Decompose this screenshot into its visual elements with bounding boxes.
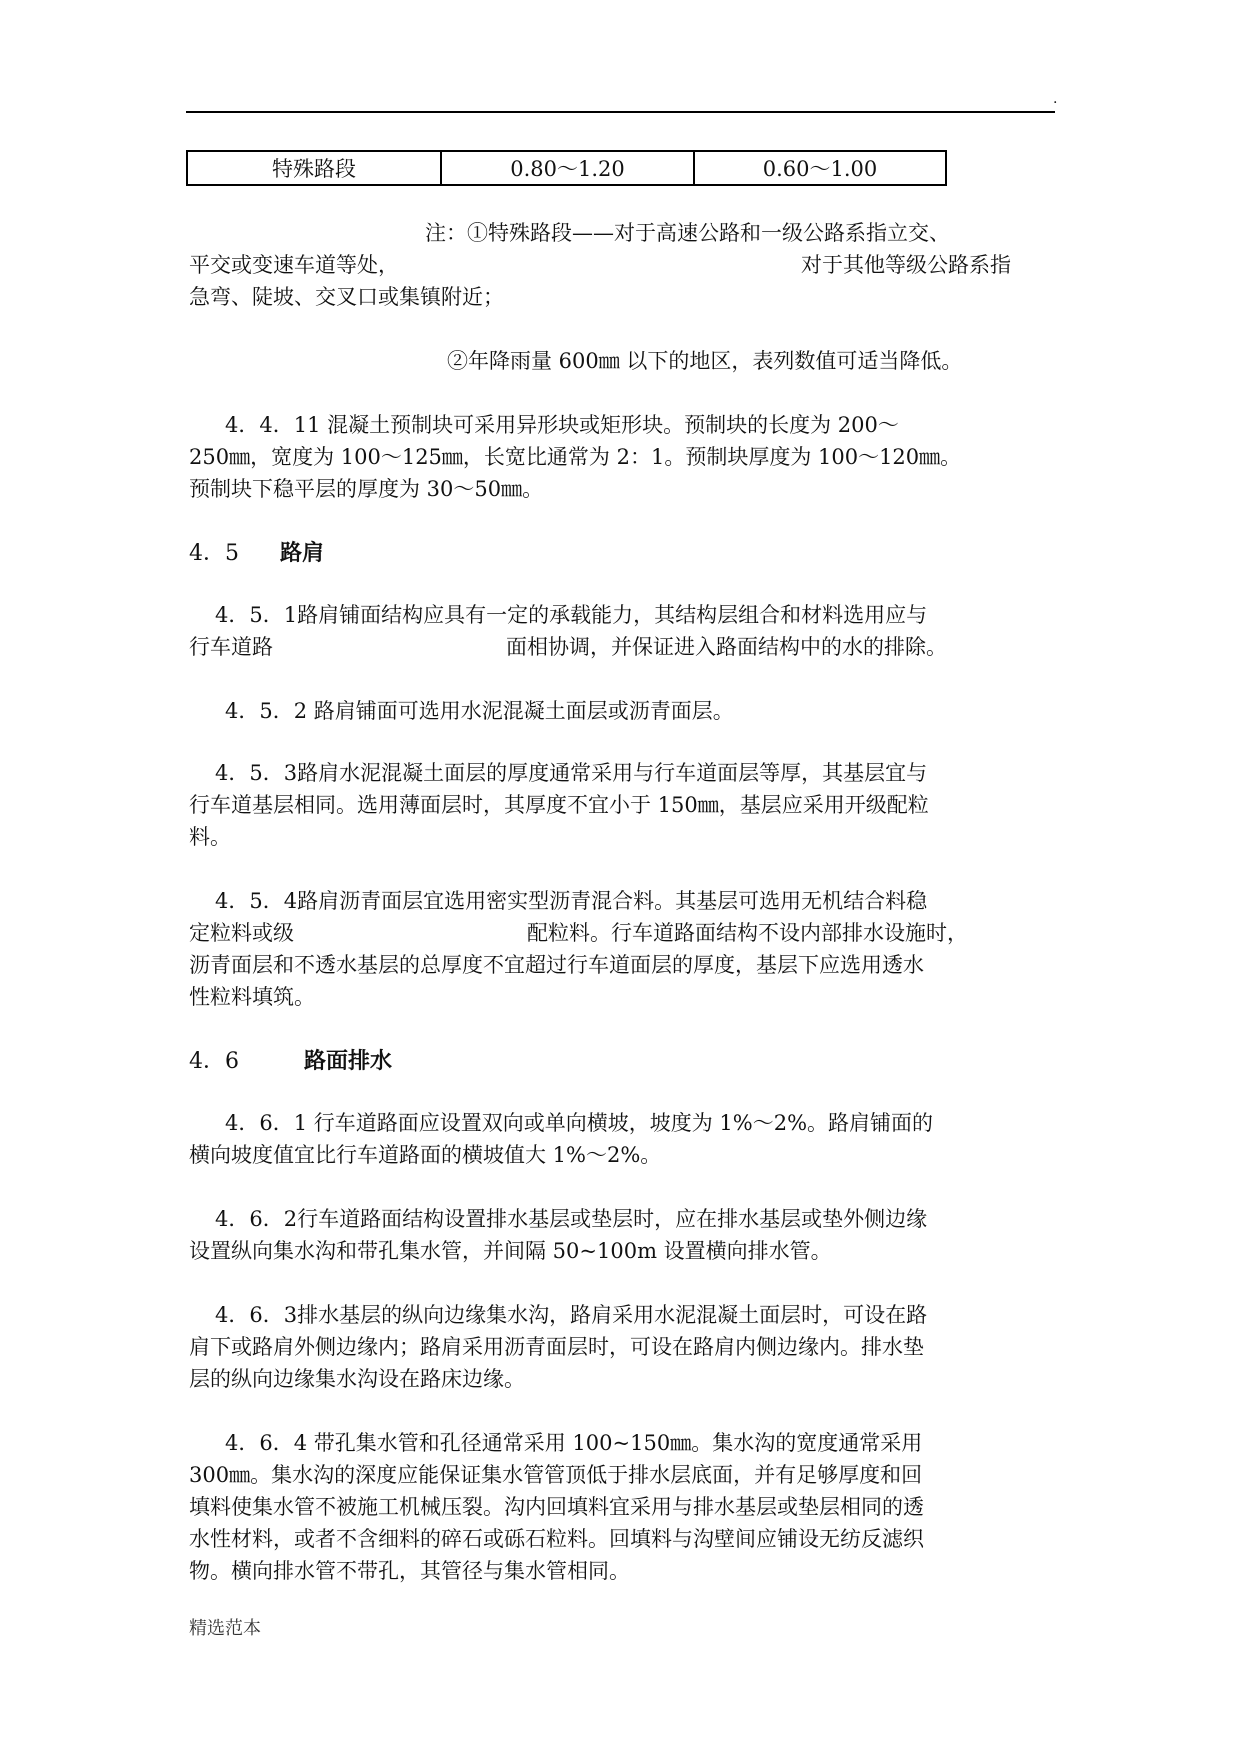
table-note — [189, 217, 1054, 313]
note-line-2b: 对于其他等级公路系指 — [801, 253, 1011, 277]
p4411-line-1: 4．4．11 混凝土预制块可采用异形块或矩形块。预制块的长度为 200～ — [225, 413, 899, 437]
p452-line-1: 4．5．2 路肩铺面可选用水泥混凝土面层或沥青面层。 — [225, 699, 734, 723]
p4411-line-3: 预制块下稳平层的厚度为 30～50㎜。 — [189, 477, 544, 501]
paragraph-4-6-4 — [189, 1427, 1054, 1587]
p454-line-3: 沥青面层和不透水基层的总厚度不宜超过行车道面层的厚度，基层下应选用透水 — [189, 953, 924, 977]
header-dot: . — [1053, 91, 1058, 107]
p464-line-5: 物。横向排水管不带孔，其管径与集水管相同。 — [189, 1559, 630, 1583]
note-line-3: 急弯、陡坡、交叉口或集镇附近； — [189, 285, 504, 309]
section-heading-4-6 — [189, 1045, 392, 1078]
section-title: 路面排水 — [304, 1048, 393, 1074]
section-number: 4．6 — [189, 1049, 239, 1074]
p464-line-4: 水性材料，或者不含细料的碎石或砾石粒料。回填料与沟壁间应铺设无纺反滤织 — [189, 1527, 924, 1551]
p464-line-1: 4．6．4 带孔集水管和孔径通常采用 100~150㎜。集水沟的宽度通常采用 — [225, 1431, 923, 1455]
p451-line-2b: 面相协调，并保证进入路面结构中的水的排除。 — [506, 635, 947, 659]
p454-line-1: 4．5．4路肩沥青面层宜选用密实型沥青混合料。其基层可选用无机结合料稳 — [215, 889, 928, 913]
p461-line-1: 4．6．1 行车道路面应设置双向或单向横坡，坡度为 1%～2%。路肩铺面的 — [225, 1111, 934, 1135]
paragraph-4-5-1 — [189, 599, 1054, 663]
p454-line-2b: 配粒料。行车道路面结构不设内部排水设施时， — [527, 921, 968, 945]
header-rule — [186, 111, 1055, 113]
note-line-1: 注：①特殊路段——对于高速公路和一级公路系指立交、 — [425, 221, 950, 245]
note-line-2a: 平交或变速车道等处， — [189, 253, 399, 277]
p451-line-1: 4．5．1路肩铺面结构应具有一定的承载能力，其结构层组合和材料选用应与 — [215, 603, 928, 627]
paragraph-4-6-1 — [189, 1107, 1054, 1171]
p464-line-2: 300㎜。集水沟的深度应能保证集水管管顶低于排水层底面，并有足够厚度和回 — [189, 1463, 923, 1487]
table-cell-value-2: 0.60～1.00 — [694, 151, 946, 185]
note-line-4: ②年降雨量 600㎜ 以下的地区，表列数值可适当降低。 — [447, 349, 963, 373]
footer-text: 精选范本 — [189, 1618, 261, 1639]
table-row — [187, 151, 946, 185]
paragraph-4-6-3 — [189, 1299, 1054, 1395]
paragraph-4-5-3 — [189, 757, 1054, 853]
p462-line-1: 4．6．2行车道路面结构设置排水基层或垫层时，应在排水基层或垫外侧边缘 — [215, 1207, 928, 1231]
p453-line-1: 4．5．3路肩水泥混凝土面层的厚度通常采用与行车道面层等厚，其基层宜与 — [215, 761, 928, 785]
paragraph-4-4-11 — [189, 409, 1054, 505]
table-cell-value-1: 0.80～1.20 — [441, 151, 694, 185]
p463-line-3: 层的纵向边缘集水沟设在路床边缘。 — [189, 1367, 525, 1391]
section-title: 路肩 — [280, 540, 325, 566]
p454-line-4: 性粒料填筑。 — [189, 985, 315, 1009]
p453-line-2: 行车道基层相同。选用薄面层时，其厚度不宜小于 150㎜，基层应采用开级配粒 — [189, 793, 929, 817]
p454-line-2 — [189, 917, 1054, 949]
p463-line-2: 肩下或路肩外侧边缘内；路肩采用沥青面层时，可设在路肩内侧边缘内。排水垫 — [189, 1335, 924, 1359]
spec-table — [186, 150, 947, 186]
p461-line-2: 横向坡度值宜比行车道路面的横坡值大 1%～2%。 — [189, 1143, 662, 1167]
paragraph-4-5-4 — [189, 885, 1054, 1013]
p453-line-3: 料。 — [189, 825, 231, 849]
paragraph-4-5-2 — [189, 695, 1054, 727]
table-cell-section: 特殊路段 — [187, 151, 441, 185]
p464-line-3: 填料使集水管不被施工机械压裂。沟内回填料宜采用与排水基层或垫层相同的透 — [189, 1495, 924, 1519]
p451-line-2a: 行车道路 — [189, 635, 273, 659]
note-line-2 — [189, 249, 1054, 281]
p4411-line-2: 250㎜，宽度为 100～125㎜，长宽比通常为 2：1。预制块厚度为 100～120㎜。 — [189, 445, 962, 469]
section-number: 4．5 — [189, 541, 239, 566]
p454-line-2a: 定粒料或级 — [189, 921, 294, 945]
p462-line-2: 设置纵向集水沟和带孔集水管，并间隔 50~100m 设置横向排水管。 — [189, 1239, 832, 1263]
p463-line-1: 4．6．3排水基层的纵向边缘集水沟，路肩采用水泥混凝土面层时，可设在路 — [215, 1303, 928, 1327]
paragraph-4-6-2 — [189, 1203, 1054, 1267]
section-heading-4-5 — [189, 537, 324, 570]
p451-line-2 — [189, 631, 1054, 663]
